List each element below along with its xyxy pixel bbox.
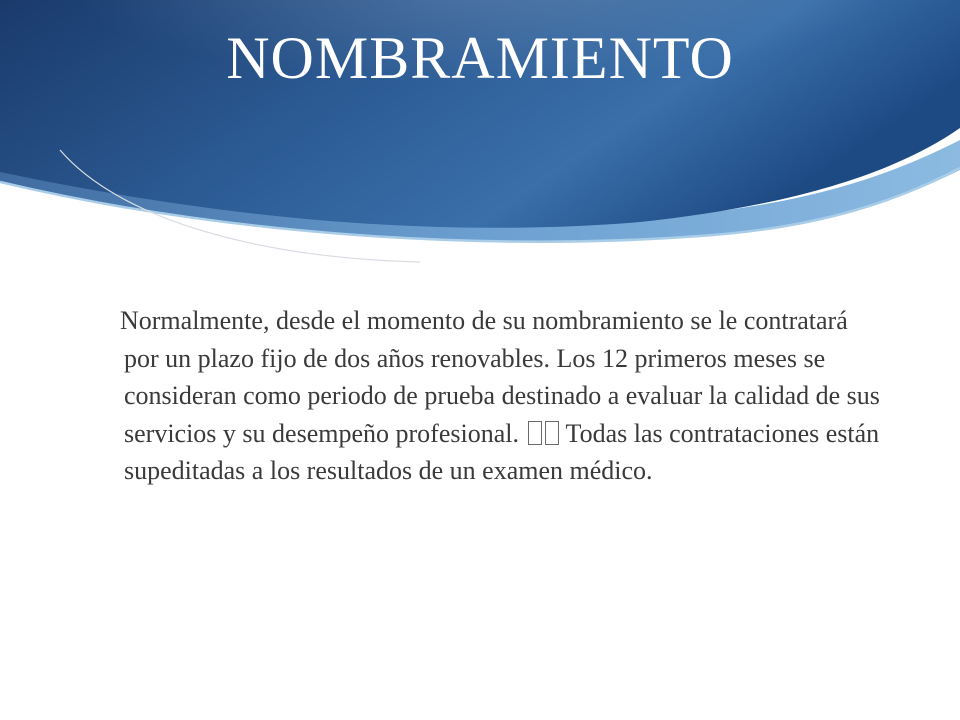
body-text-part-2: Todas las contrataciones están supeditadas a los resultados de un examen médico. <box>124 418 880 485</box>
slide-body-paragraph <box>120 302 884 490</box>
body-text-part-1: Normalmente, desde el momento de su nombramiento se le contratará por un plazo fijo de dos años renovables. Los 12 primeros meses se consideran como periodo de prueba destinado a evaluar la calidad de sus servicios y su desempeño profesional. <box>120 306 880 448</box>
missing-glyph-box-icon <box>545 421 559 445</box>
slide-title: NOMBRAMIENTO <box>226 25 734 91</box>
missing-glyph-box-icon <box>528 421 542 445</box>
